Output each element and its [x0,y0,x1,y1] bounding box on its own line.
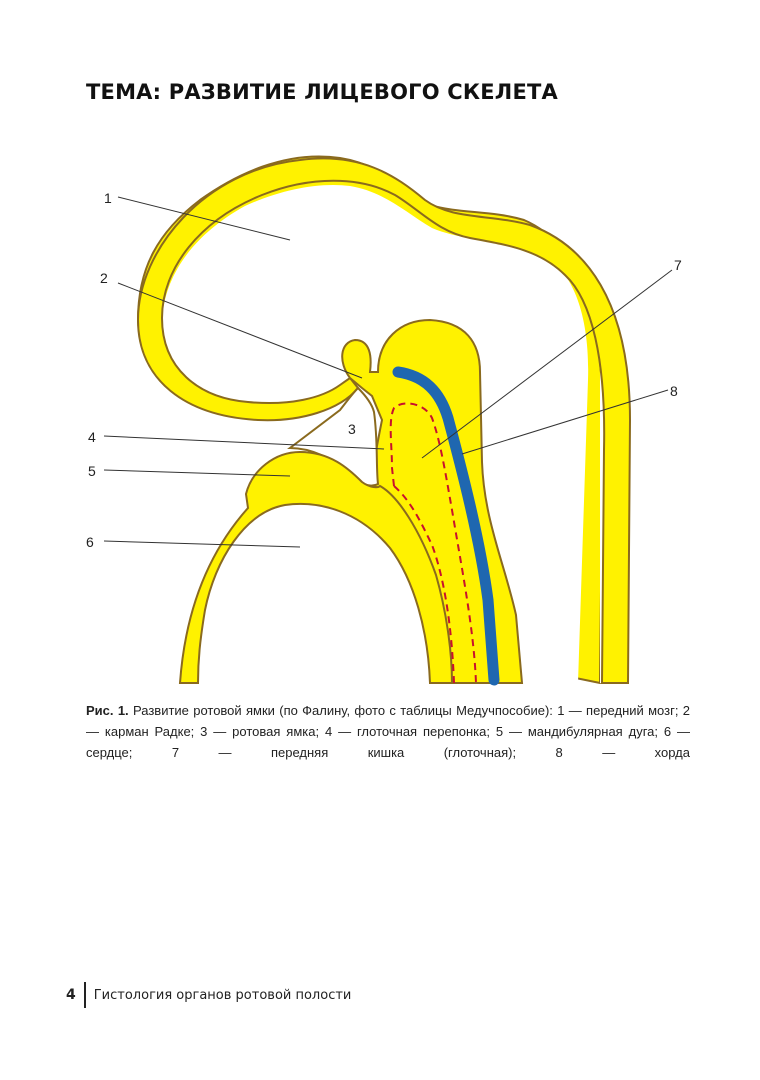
label-2: 2 [100,270,108,286]
label-3: 3 [348,421,356,437]
running-title: Гистология органов ротовой полости [93,987,352,1003]
label-1: 1 [104,190,112,206]
label-8: 8 [670,383,678,399]
page-number: 4 [66,987,76,1003]
label-7: 7 [674,257,682,273]
label-5: 5 [88,463,96,479]
page-title: ТЕМА: РАЗВИТИЕ ЛИЦЕВОГО СКЕЛЕТА [86,80,558,104]
label-4: 4 [88,429,96,445]
caption-text: Развитие ротовой ямки (по Фалину, фото с таблицы Медучпособие): 1 — передний мозг; 2 — карман Радке; 3 — ротовая ямка; 4 — глоточная перепонка; 5 — мандибулярная дуга; 6 — сердце; 7 — передняя кишка (глоточная); 8 — хорда [86,703,690,760]
label-6: 6 [86,534,94,550]
footer-divider [84,982,86,1008]
page-footer [66,984,351,1006]
caption-ref: Рис. 1. [86,703,129,718]
figure-caption [86,700,690,763]
